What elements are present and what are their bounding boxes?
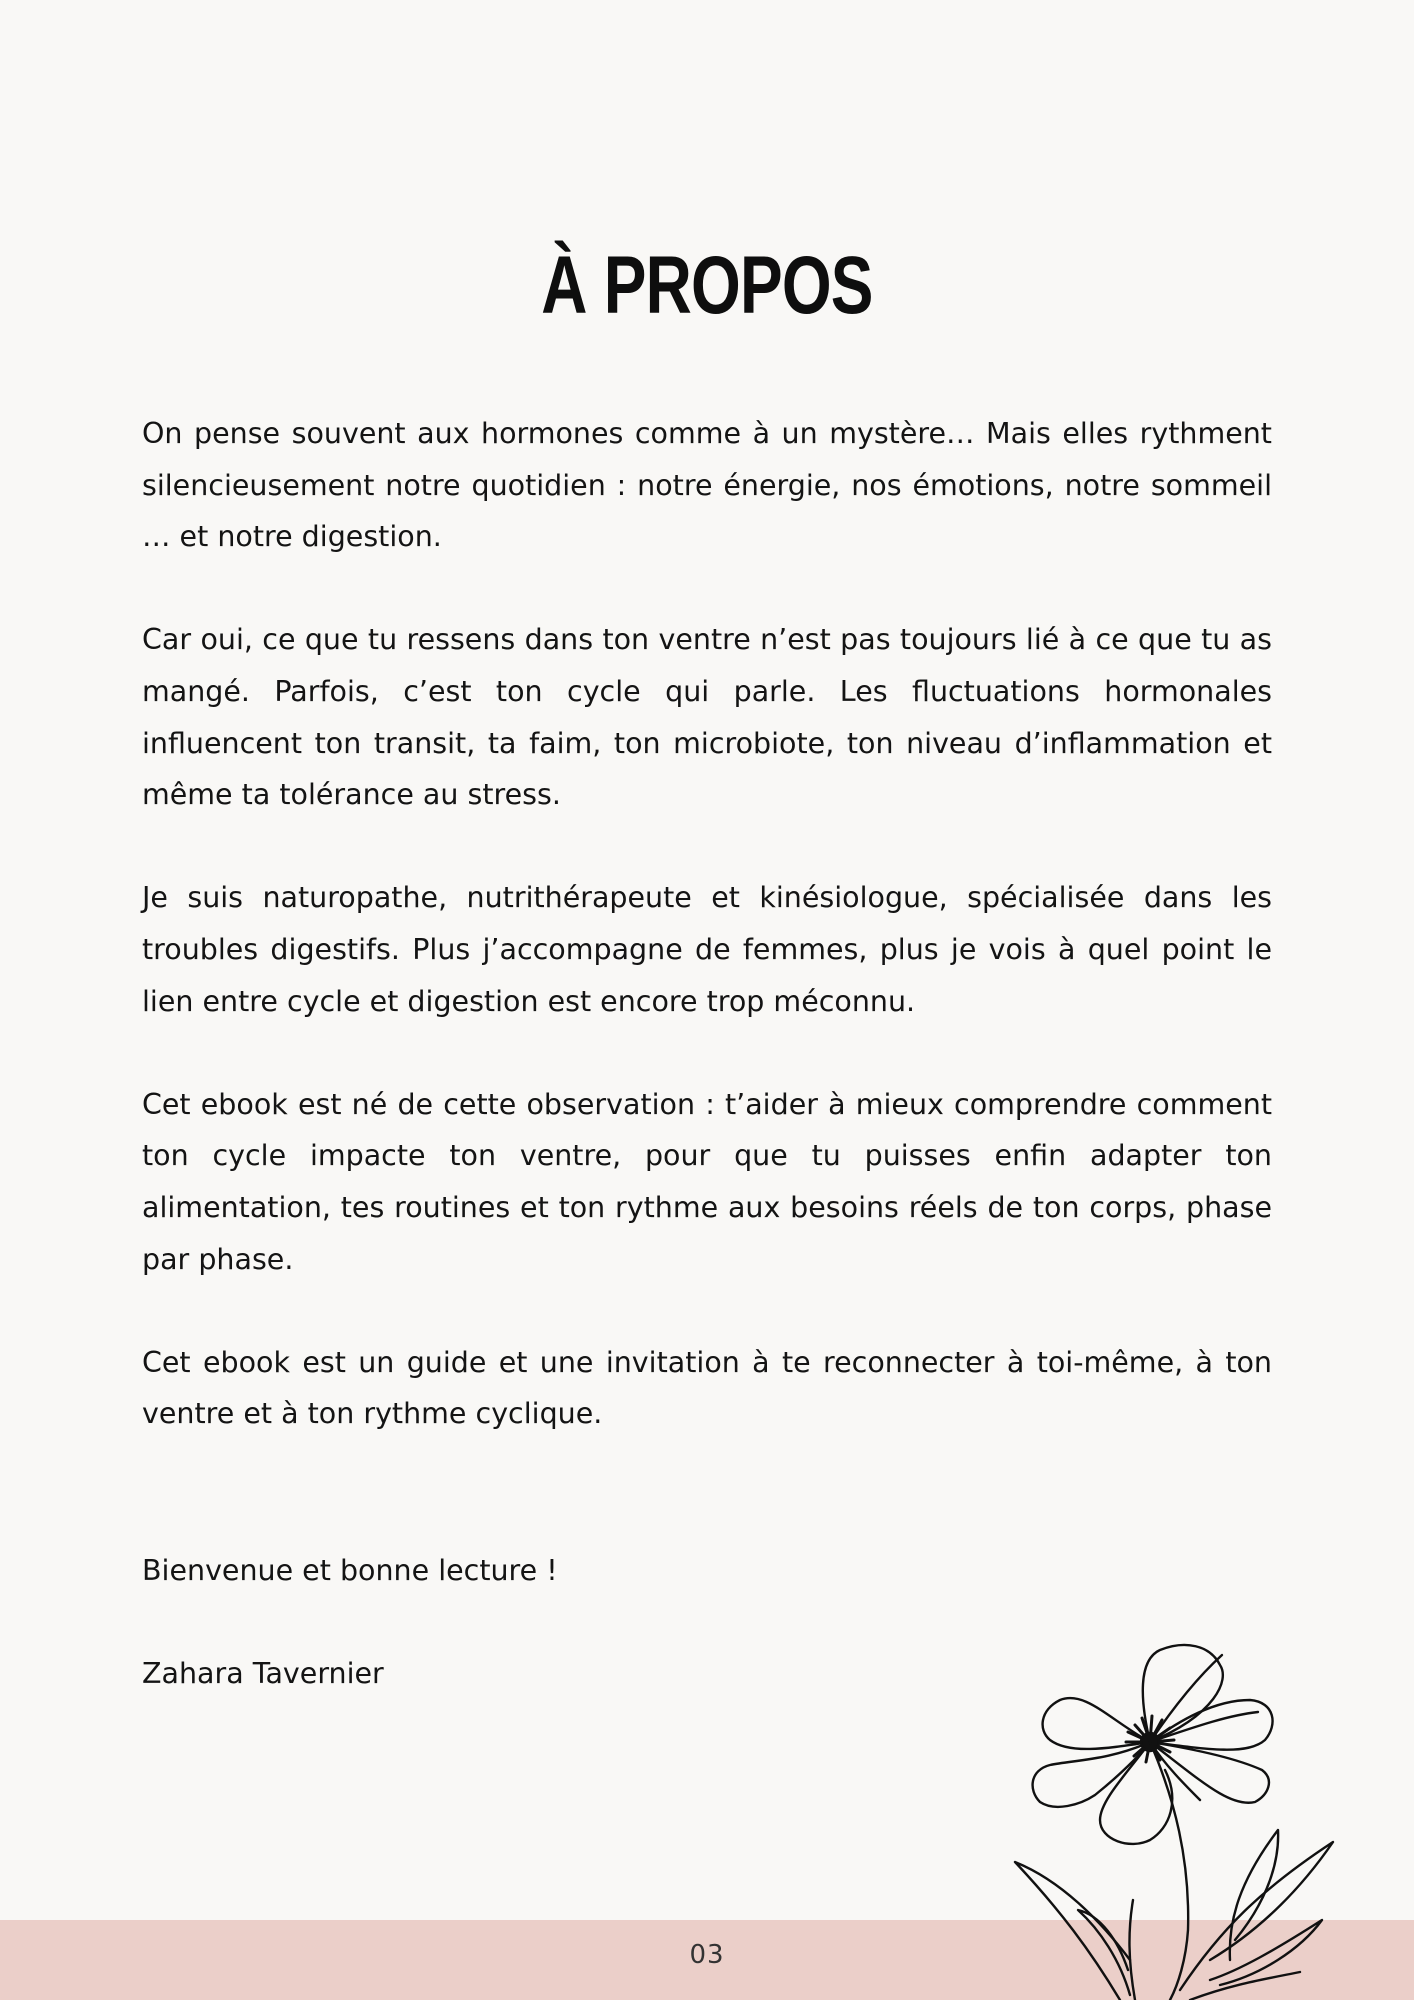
paragraph-intro: On pense souvent aux hormones comme à un mystère… Mais elles rythment silencieusement notre quotidien : notre énergie, nos émotions, notre sommeil … et notre digestion. bbox=[142, 417, 1272, 554]
flower-line-drawing-icon bbox=[1000, 1630, 1360, 2000]
paragraph-author: Je suis naturopathe, nutrithérapeute et kinésiologue, spécialisée dans les troubles digestifs. Plus j’accompagne de femmes, plus je vois à quel point le lien entre cycle et digestion est encore trop méconnu. bbox=[142, 881, 1272, 1018]
closing-block bbox=[142, 1545, 558, 1700]
paragraph-cycle: Car oui, ce que tu ressens dans ton ventre n’est pas toujours lié à ce que tu as mangé. Parfois, c’est ton cycle qui parle. Les fluctuations hormonales influencent ton transit, ta faim, ton microbiote, ton niveau d’inflammation et même ta tolérance au stress. bbox=[142, 623, 1272, 812]
closing-greeting: Bienvenue et bonne lecture ! bbox=[142, 1554, 558, 1587]
page-number: 03 bbox=[689, 1940, 725, 1970]
paragraph-invitation: Cet ebook est un guide et une invitation à te reconnecter à toi-même, à ton ventre et à ton rythme cyclique. bbox=[142, 1345, 1272, 1431]
paragraph-purpose: Cet ebook est né de cette observation : t’aider à mieux comprendre comment ton cycle impacte ton ventre, pour que tu puisses enfin adapter ton alimentation, tes routines et ton rythme aux besoins réels de ton corps, phase par phase. bbox=[142, 1087, 1272, 1276]
author-signature: Zahara Tavernier bbox=[142, 1657, 384, 1691]
about-text bbox=[142, 408, 1272, 1440]
page-title: À PROPOS bbox=[541, 239, 873, 331]
